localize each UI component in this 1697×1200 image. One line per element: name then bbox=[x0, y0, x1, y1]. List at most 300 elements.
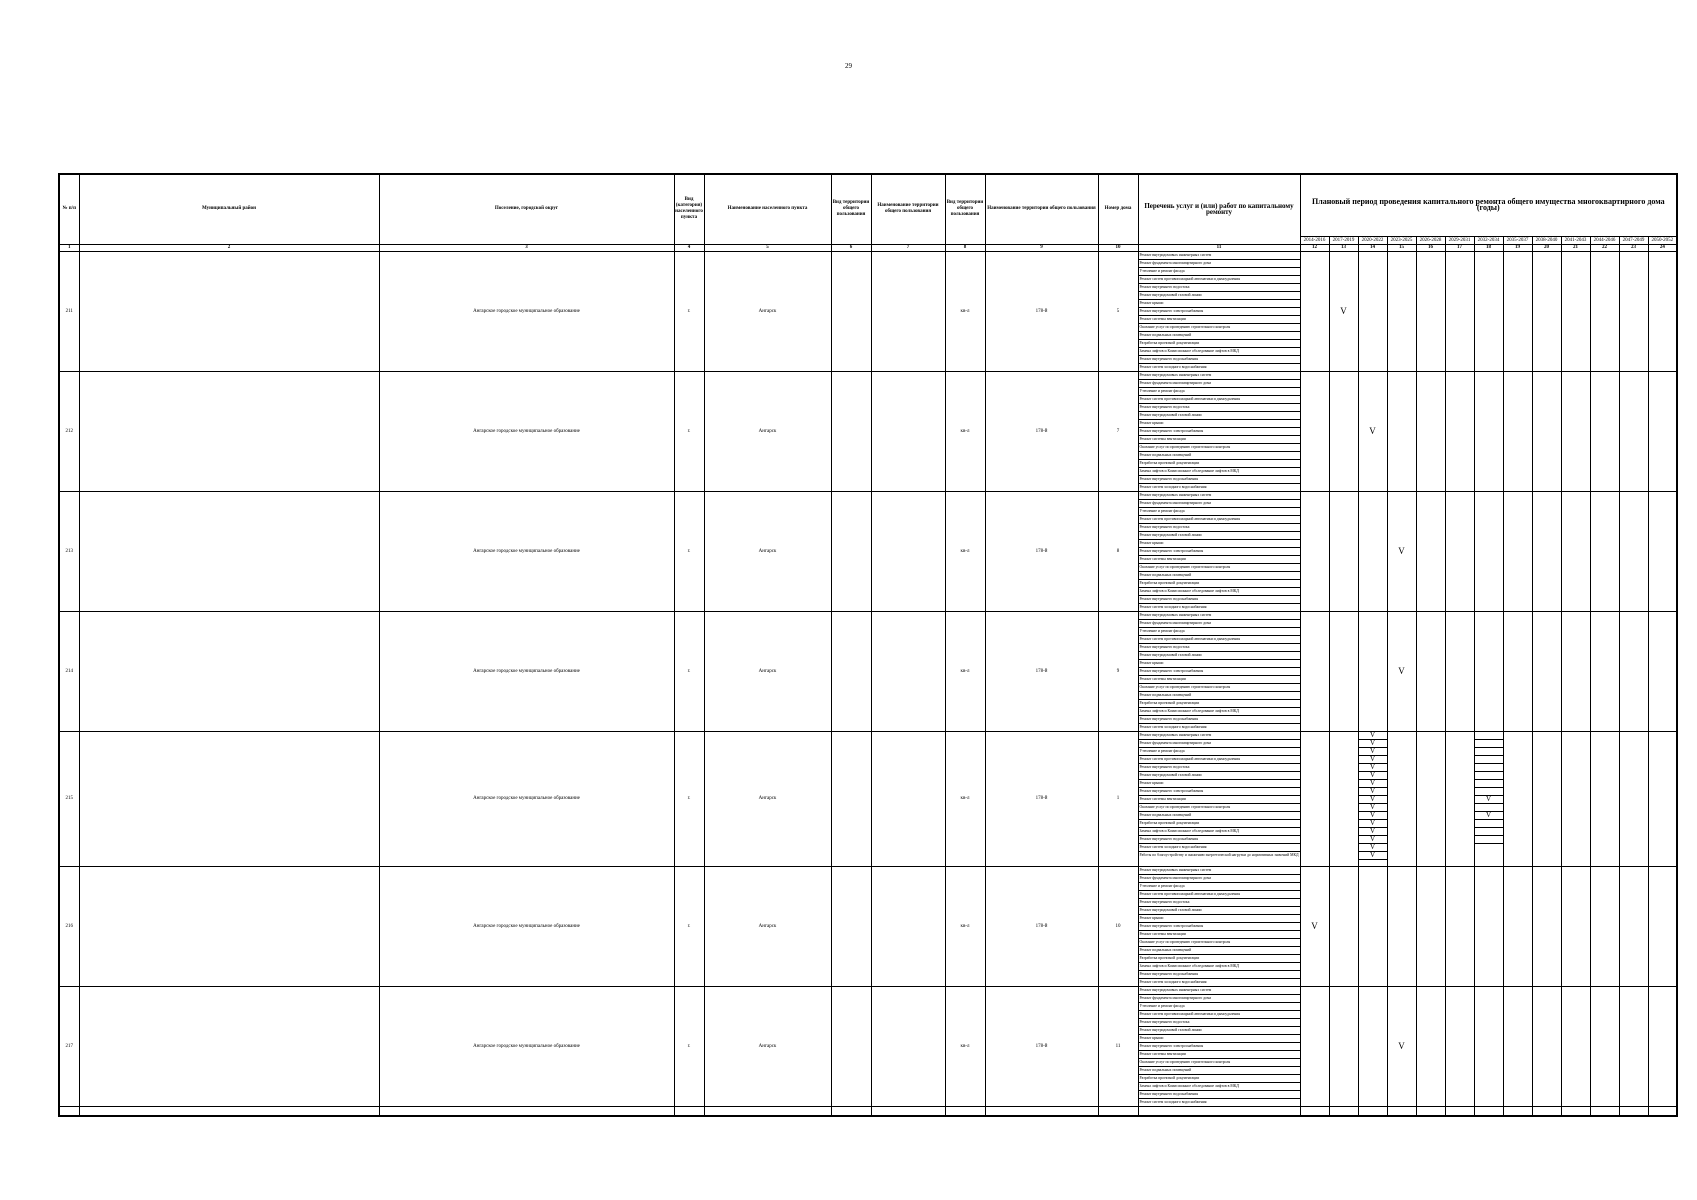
page-number: 29 bbox=[845, 62, 852, 70]
settlement: Ангарское городское муниципальное образование bbox=[379, 371, 674, 491]
work-item: Ремонт внутреннего водостока bbox=[1139, 404, 1300, 412]
year-cell bbox=[1329, 866, 1358, 986]
work-item: Ремонт внутреннего электроснабжения bbox=[1139, 548, 1300, 556]
work-item: Ремонт подвальных помещений bbox=[1139, 1067, 1300, 1075]
work-item: Замена лифтов и Комиссионное обследование лифтов в МКД bbox=[1139, 588, 1300, 596]
empty-cell bbox=[1503, 1106, 1532, 1116]
check-mark bbox=[1475, 828, 1503, 836]
year-cell bbox=[1503, 986, 1532, 1106]
empty-cell bbox=[985, 1106, 1098, 1116]
year-cell bbox=[1387, 371, 1416, 491]
work-item: Ремонт внутреннего электроснабжения bbox=[1139, 428, 1300, 436]
work-item: Ремонт крыши bbox=[1139, 1035, 1300, 1043]
street-name: 178-й bbox=[985, 731, 1098, 866]
year-cell bbox=[1648, 731, 1677, 866]
year-header: 2029-2031 bbox=[1445, 236, 1474, 244]
year-cell bbox=[1619, 491, 1648, 611]
check-mark: V bbox=[1398, 666, 1405, 676]
year-cell bbox=[1648, 491, 1677, 611]
mark-stack bbox=[1359, 732, 1387, 866]
year-cell bbox=[1416, 866, 1445, 986]
work-item: Ремонт внутреннего электроснабжения bbox=[1139, 1043, 1300, 1051]
area-name bbox=[871, 371, 945, 491]
check-mark: V bbox=[1475, 812, 1503, 820]
check-mark: V bbox=[1359, 836, 1387, 844]
works-list bbox=[1138, 986, 1300, 1106]
year-cell bbox=[1619, 611, 1648, 731]
work-item: Замена лифтов и Комиссионное обследование лифтов в МКД bbox=[1139, 828, 1300, 836]
area-name bbox=[871, 491, 945, 611]
work-item: Разработка проектной документации bbox=[1139, 700, 1300, 708]
empty-cell bbox=[79, 1106, 379, 1116]
district bbox=[79, 371, 379, 491]
locality: Ангарск bbox=[704, 251, 831, 371]
year-cell bbox=[1416, 986, 1445, 1106]
street-name: 178-й bbox=[985, 371, 1098, 491]
empty-cell bbox=[1445, 1106, 1474, 1116]
district bbox=[79, 611, 379, 731]
works-items bbox=[1139, 612, 1300, 731]
year-cell bbox=[1532, 371, 1561, 491]
year-cell bbox=[1445, 491, 1474, 611]
work-item: Утепление и ремонт фасада bbox=[1139, 508, 1300, 516]
work-item: Ремонт внутридомовой газовой линии bbox=[1139, 532, 1300, 540]
work-item: Ремонт подвальных помещений bbox=[1139, 572, 1300, 580]
year-cell bbox=[1561, 371, 1590, 491]
work-item: Ремонт фундамента многоквартирного дома bbox=[1139, 875, 1300, 883]
year-cell bbox=[1648, 866, 1677, 986]
year-cell bbox=[1358, 371, 1387, 491]
work-item: Замена лифтов и Комиссионное обследование лифтов в МКД bbox=[1139, 1083, 1300, 1091]
year-cell bbox=[1387, 491, 1416, 611]
work-item: Ремонт подвальных помещений bbox=[1139, 947, 1300, 955]
locality-kind: г. bbox=[674, 866, 704, 986]
house-number: 11 bbox=[1098, 986, 1138, 1106]
work-item: Ремонт систем холодного водоснабжения bbox=[1139, 604, 1207, 609]
work-item: Оказание услуг по проведению строительного контроля bbox=[1139, 804, 1300, 812]
work-item: Ремонт подвальных помещений bbox=[1139, 812, 1300, 820]
year-cell bbox=[1503, 251, 1532, 371]
header-house: Номер дома bbox=[1098, 174, 1138, 244]
year-cell bbox=[1300, 251, 1329, 371]
work-item: Ремонт систем холодного водоснабжения bbox=[1139, 979, 1207, 984]
column-number: 19 bbox=[1503, 244, 1532, 251]
street-name: 178-й bbox=[985, 866, 1098, 986]
work-item: Ремонт системы вентиляции bbox=[1139, 316, 1300, 324]
work-item: Ремонт внутреннего электроснабжения bbox=[1139, 668, 1300, 676]
year-cell bbox=[1503, 731, 1532, 866]
year-header: 2026-2028 bbox=[1416, 236, 1445, 244]
year-header: 2038-2040 bbox=[1532, 236, 1561, 244]
year-cell bbox=[1619, 251, 1648, 371]
check-mark: V bbox=[1359, 828, 1387, 836]
work-item: Ремонт фундамента многоквартирного дома bbox=[1139, 620, 1300, 628]
year-cell bbox=[1329, 371, 1358, 491]
work-item: Ремонт внутреннего электроснабжения bbox=[1139, 923, 1300, 931]
street-kind: кв-л bbox=[945, 986, 985, 1106]
year-header: 2020-2022 bbox=[1358, 236, 1387, 244]
work-item: Ремонт внутреннего водостока bbox=[1139, 899, 1300, 907]
column-number: 5 bbox=[704, 244, 831, 251]
column-number: 11 bbox=[1138, 244, 1300, 251]
street-kind: кв-л bbox=[945, 866, 985, 986]
work-item: Ремонт систем холодного водоснабжения bbox=[1139, 844, 1300, 852]
year-cell bbox=[1300, 731, 1329, 866]
work-item: Ремонт систем холодного водоснабжения bbox=[1139, 1099, 1207, 1104]
year-cell bbox=[1561, 866, 1590, 986]
year-cell bbox=[1561, 731, 1590, 866]
column-number: 3 bbox=[379, 244, 674, 251]
year-cell bbox=[1619, 986, 1648, 1106]
works-list bbox=[1138, 371, 1300, 491]
year-cell bbox=[1300, 986, 1329, 1106]
district bbox=[79, 986, 379, 1106]
empty-cell bbox=[1416, 1106, 1445, 1116]
locality: Ангарск bbox=[704, 611, 831, 731]
year-cell bbox=[1445, 731, 1474, 866]
check-mark bbox=[1475, 740, 1503, 748]
year-cell bbox=[1590, 491, 1619, 611]
year-cell bbox=[1329, 611, 1358, 731]
check-mark: V bbox=[1359, 812, 1387, 820]
mark-stack bbox=[1475, 732, 1503, 866]
year-cell bbox=[1532, 731, 1561, 866]
check-mark: V bbox=[1369, 426, 1376, 436]
table-row bbox=[59, 251, 1677, 371]
works-list bbox=[1138, 866, 1300, 986]
work-item: Ремонт крыши bbox=[1139, 660, 1300, 668]
check-mark: V bbox=[1359, 780, 1387, 788]
work-item: Ремонт систем холодного водоснабжения bbox=[1139, 724, 1207, 729]
work-item: Утепление и ремонт фасада bbox=[1139, 268, 1300, 276]
empty-cell bbox=[1300, 1106, 1329, 1116]
work-item: Работы по благоустройству и снижению энергетической нагрузки до нормативных значений МКД bbox=[1139, 852, 1299, 857]
area-kind bbox=[831, 731, 871, 866]
table-row bbox=[59, 491, 1677, 611]
work-item: Ремонт внутридомовой газовой линии bbox=[1139, 772, 1300, 780]
work-item: Ремонт внутреннего водостока bbox=[1139, 764, 1300, 772]
column-number: 13 bbox=[1329, 244, 1358, 251]
locality-kind: г. bbox=[674, 611, 704, 731]
header-street-kind: Вид территории общего пользования bbox=[945, 174, 985, 244]
year-cell bbox=[1387, 731, 1416, 866]
work-item: Ремонт систем противопожарной автоматики и дымоудаления bbox=[1139, 276, 1300, 284]
year-cell bbox=[1590, 611, 1619, 731]
work-item: Разработка проектной документации bbox=[1139, 340, 1300, 348]
locality-kind: г. bbox=[674, 251, 704, 371]
work-item: Ремонт систем противопожарной автоматики и дымоудаления bbox=[1139, 1011, 1300, 1019]
street-kind: кв-л bbox=[945, 611, 985, 731]
work-item: Ремонт фундамента многоквартирного дома bbox=[1139, 500, 1300, 508]
year-cell bbox=[1590, 251, 1619, 371]
empty-cell bbox=[1358, 1106, 1387, 1116]
check-mark bbox=[1475, 820, 1503, 828]
year-cell bbox=[1561, 491, 1590, 611]
year-header: 2014-2016 bbox=[1300, 236, 1329, 244]
column-number: 18 bbox=[1474, 244, 1503, 251]
works-items bbox=[1139, 252, 1300, 371]
work-item: Ремонт системы вентиляции bbox=[1139, 676, 1300, 684]
work-item: Ремонт внутреннего водостока bbox=[1139, 284, 1300, 292]
table-row-continued bbox=[59, 1106, 1677, 1116]
work-item: Замена лифтов и Комиссионное обследование лифтов в МКД bbox=[1139, 348, 1300, 356]
work-item: Ремонт системы вентиляции bbox=[1139, 556, 1300, 564]
locality-kind: г. bbox=[674, 986, 704, 1106]
work-item: Ремонт систем противопожарной автоматики и дымоудаления bbox=[1139, 636, 1300, 644]
work-item: Ремонт крыши bbox=[1139, 780, 1300, 788]
work-item: Ремонт внутреннего водостока bbox=[1139, 644, 1300, 652]
work-item: Ремонт систем противопожарной автоматики и дымоудаления bbox=[1139, 891, 1300, 899]
year-cell bbox=[1329, 491, 1358, 611]
area-name bbox=[871, 986, 945, 1106]
year-cell bbox=[1358, 491, 1387, 611]
work-item: Ремонт внутреннего водостока bbox=[1139, 1019, 1300, 1027]
check-mark bbox=[1475, 732, 1503, 740]
check-mark bbox=[1475, 772, 1503, 780]
work-item: Ремонт внутридомовой газовой линии bbox=[1139, 1027, 1300, 1035]
column-number: 9 bbox=[985, 244, 1098, 251]
year-cell bbox=[1474, 371, 1503, 491]
work-item: Оказание услуг по проведению строительного контроля bbox=[1139, 684, 1300, 692]
house-number: 9 bbox=[1098, 611, 1138, 731]
street-name: 178-й bbox=[985, 491, 1098, 611]
year-header: 2017-2019 bbox=[1329, 236, 1358, 244]
settlement: Ангарское городское муниципальное образование bbox=[379, 611, 674, 731]
work-item: Ремонт внутреннего водостока bbox=[1139, 524, 1300, 532]
street-kind: кв-л bbox=[945, 251, 985, 371]
street-kind: кв-л bbox=[945, 371, 985, 491]
area-kind bbox=[831, 371, 871, 491]
work-item: Замена лифтов и Комиссионное обследование лифтов в МКД bbox=[1139, 708, 1300, 716]
works-list bbox=[1138, 251, 1300, 371]
work-item: Разработка проектной документации bbox=[1139, 820, 1300, 828]
check-mark: V bbox=[1398, 1041, 1405, 1051]
area-name bbox=[871, 251, 945, 371]
empty-cell bbox=[945, 1106, 985, 1116]
table-row bbox=[59, 731, 1677, 866]
works-list bbox=[1138, 731, 1300, 866]
year-cell bbox=[1387, 251, 1416, 371]
check-mark bbox=[1475, 748, 1503, 756]
empty-cell bbox=[1648, 1106, 1677, 1116]
work-item: Ремонт внутридомовых инженерных систем bbox=[1139, 612, 1300, 620]
year-cell bbox=[1503, 866, 1532, 986]
column-number: 16 bbox=[1416, 244, 1445, 251]
column-number: 20 bbox=[1532, 244, 1561, 251]
column-number: 6 bbox=[831, 244, 871, 251]
year-cell bbox=[1387, 986, 1416, 1106]
header-period: Плановый период проведения капитального ремонта общего имущества многоквартирного дома (годы) bbox=[1300, 174, 1677, 236]
year-cell bbox=[1387, 611, 1416, 731]
column-number: 14 bbox=[1358, 244, 1387, 251]
empty-cell bbox=[59, 1106, 79, 1116]
check-mark: V bbox=[1359, 764, 1387, 772]
area-kind bbox=[831, 611, 871, 731]
header-area-name: Наименование территории общего пользования bbox=[871, 174, 945, 244]
year-cell bbox=[1532, 611, 1561, 731]
year-cell bbox=[1445, 611, 1474, 731]
year-cell bbox=[1648, 251, 1677, 371]
row-number: 217 bbox=[59, 986, 79, 1106]
empty-cell bbox=[1138, 1106, 1300, 1116]
work-item: Ремонт фундамента многоквартирного дома bbox=[1139, 995, 1300, 1003]
table-row bbox=[59, 986, 1677, 1106]
works-items bbox=[1139, 867, 1300, 986]
area-kind bbox=[831, 866, 871, 986]
works-items bbox=[1139, 987, 1300, 1106]
table-row bbox=[59, 611, 1677, 731]
check-mark bbox=[1475, 780, 1503, 788]
house-number: 7 bbox=[1098, 371, 1138, 491]
column-number: 2 bbox=[79, 244, 379, 251]
check-mark: V bbox=[1398, 546, 1405, 556]
work-item: Ремонт внутридомовой газовой линии bbox=[1139, 412, 1300, 420]
check-mark: V bbox=[1359, 820, 1387, 828]
locality-kind: г. bbox=[674, 731, 704, 866]
work-item: Разработка проектной документации bbox=[1139, 460, 1300, 468]
year-cell bbox=[1445, 371, 1474, 491]
header-locality: Наименование населенного пункта bbox=[704, 174, 831, 244]
work-item: Ремонт внутридомовых инженерных систем bbox=[1139, 372, 1300, 380]
year-cell bbox=[1445, 866, 1474, 986]
year-cell bbox=[1474, 251, 1503, 371]
header-district: Муниципальный район bbox=[79, 174, 379, 244]
column-number: 8 bbox=[945, 244, 985, 251]
year-cell bbox=[1590, 371, 1619, 491]
work-item: Ремонт подвальных помещений bbox=[1139, 332, 1300, 340]
year-cell bbox=[1358, 251, 1387, 371]
year-cell bbox=[1503, 491, 1532, 611]
column-number: 23 bbox=[1619, 244, 1648, 251]
work-item: Замена лифтов и Комиссионное обследование лифтов в МКД bbox=[1139, 963, 1300, 971]
check-mark: V bbox=[1359, 788, 1387, 796]
header-street-name: Наименование территории общего пользования bbox=[985, 174, 1098, 244]
work-item: Утепление и ремонт фасада bbox=[1139, 1003, 1300, 1011]
year-cell bbox=[1532, 866, 1561, 986]
settlement: Ангарское городское муниципальное образование bbox=[379, 986, 674, 1106]
check-mark: V bbox=[1359, 748, 1387, 756]
header-area-kind: Вид территории общего пользования bbox=[831, 174, 871, 244]
work-item: Ремонт внутреннего электроснабжения bbox=[1139, 788, 1300, 796]
year-header: 2050-2052 bbox=[1648, 236, 1677, 244]
work-item: Ремонт внутреннего водоснабжения bbox=[1139, 971, 1300, 979]
column-number: 22 bbox=[1590, 244, 1619, 251]
work-item: Ремонт крыши bbox=[1139, 540, 1300, 548]
work-item: Ремонт систем холодного водоснабжения bbox=[1139, 364, 1207, 369]
year-cell bbox=[1416, 491, 1445, 611]
year-cell bbox=[1474, 611, 1503, 731]
work-item: Ремонт внутридомовой газовой линии bbox=[1139, 292, 1300, 300]
works-items bbox=[1139, 372, 1300, 491]
works-items bbox=[1139, 732, 1300, 866]
check-mark: V bbox=[1359, 796, 1387, 804]
row-number: 215 bbox=[59, 731, 79, 866]
house-number: 1 bbox=[1098, 731, 1138, 866]
row-number: 211 bbox=[59, 251, 79, 371]
house-number: 5 bbox=[1098, 251, 1138, 371]
district bbox=[79, 491, 379, 611]
area-kind bbox=[831, 251, 871, 371]
check-mark bbox=[1475, 836, 1503, 844]
check-mark: V bbox=[1311, 921, 1318, 931]
year-header: 2023-2025 bbox=[1387, 236, 1416, 244]
work-item: Ремонт внутреннего водоснабжения bbox=[1139, 596, 1300, 604]
year-cell bbox=[1358, 731, 1387, 866]
district bbox=[79, 731, 379, 866]
column-number: 1 bbox=[59, 244, 79, 251]
year-cell bbox=[1416, 371, 1445, 491]
works-list bbox=[1138, 491, 1300, 611]
year-cell bbox=[1561, 611, 1590, 731]
year-cell bbox=[1503, 611, 1532, 731]
year-cell bbox=[1474, 731, 1503, 866]
year-header: 2032-2034 bbox=[1474, 236, 1503, 244]
column-number: 12 bbox=[1300, 244, 1329, 251]
year-cell bbox=[1416, 731, 1445, 866]
work-item: Ремонт систем противопожарной автоматики и дымоудаления bbox=[1139, 396, 1300, 404]
house-number: 10 bbox=[1098, 866, 1138, 986]
work-item: Ремонт крыши bbox=[1139, 915, 1300, 923]
work-item: Ремонт фундамента многоквартирного дома bbox=[1139, 740, 1300, 748]
work-item: Ремонт внутридомовых инженерных систем bbox=[1139, 492, 1300, 500]
year-cell bbox=[1445, 986, 1474, 1106]
check-mark: V bbox=[1359, 844, 1387, 852]
area-kind bbox=[831, 491, 871, 611]
work-item: Ремонт внутридомовых инженерных систем bbox=[1139, 732, 1300, 740]
work-item: Утепление и ремонт фасада bbox=[1139, 628, 1300, 636]
work-item: Ремонт систем противопожарной автоматики и дымоудаления bbox=[1139, 516, 1300, 524]
district bbox=[79, 251, 379, 371]
check-mark: V bbox=[1340, 306, 1347, 316]
work-item: Замена лифтов и Комиссионное обследование лифтов в МКД bbox=[1139, 468, 1300, 476]
work-item: Оказание услуг по проведению строительного контроля bbox=[1139, 564, 1300, 572]
check-mark: V bbox=[1359, 756, 1387, 764]
work-item: Оказание услуг по проведению строительного контроля bbox=[1139, 324, 1300, 332]
year-cell bbox=[1619, 731, 1648, 866]
year-cell bbox=[1329, 251, 1358, 371]
work-item: Оказание услуг по проведению строительного контроля bbox=[1139, 444, 1300, 452]
empty-cell bbox=[1619, 1106, 1648, 1116]
year-cell bbox=[1590, 731, 1619, 866]
check-mark: V bbox=[1359, 740, 1387, 748]
district bbox=[79, 866, 379, 986]
settlement: Ангарское городское муниципальное образование bbox=[379, 491, 674, 611]
year-cell bbox=[1503, 371, 1532, 491]
column-number: 10 bbox=[1098, 244, 1138, 251]
year-header: 2041-2043 bbox=[1561, 236, 1590, 244]
year-cell bbox=[1619, 371, 1648, 491]
work-item: Утепление и ремонт фасада bbox=[1139, 388, 1300, 396]
empty-cell bbox=[674, 1106, 704, 1116]
year-cell bbox=[1619, 866, 1648, 986]
year-cell bbox=[1474, 866, 1503, 986]
work-item: Ремонт внутреннего электроснабжения bbox=[1139, 308, 1300, 316]
column-number: 4 bbox=[674, 244, 704, 251]
settlement: Ангарское городское муниципальное образование bbox=[379, 251, 674, 371]
year-cell bbox=[1300, 371, 1329, 491]
column-number-row bbox=[59, 244, 1677, 251]
work-item: Ремонт внутреннего водоснабжения bbox=[1139, 356, 1300, 364]
empty-cell bbox=[1532, 1106, 1561, 1116]
year-cell bbox=[1648, 611, 1677, 731]
year-cell bbox=[1561, 986, 1590, 1106]
row-number: 214 bbox=[59, 611, 79, 731]
year-cell bbox=[1416, 251, 1445, 371]
year-cell bbox=[1358, 611, 1387, 731]
year-cell bbox=[1474, 986, 1503, 1106]
year-cell bbox=[1358, 866, 1387, 986]
work-item: Ремонт фундамента многоквартирного дома bbox=[1139, 380, 1300, 388]
